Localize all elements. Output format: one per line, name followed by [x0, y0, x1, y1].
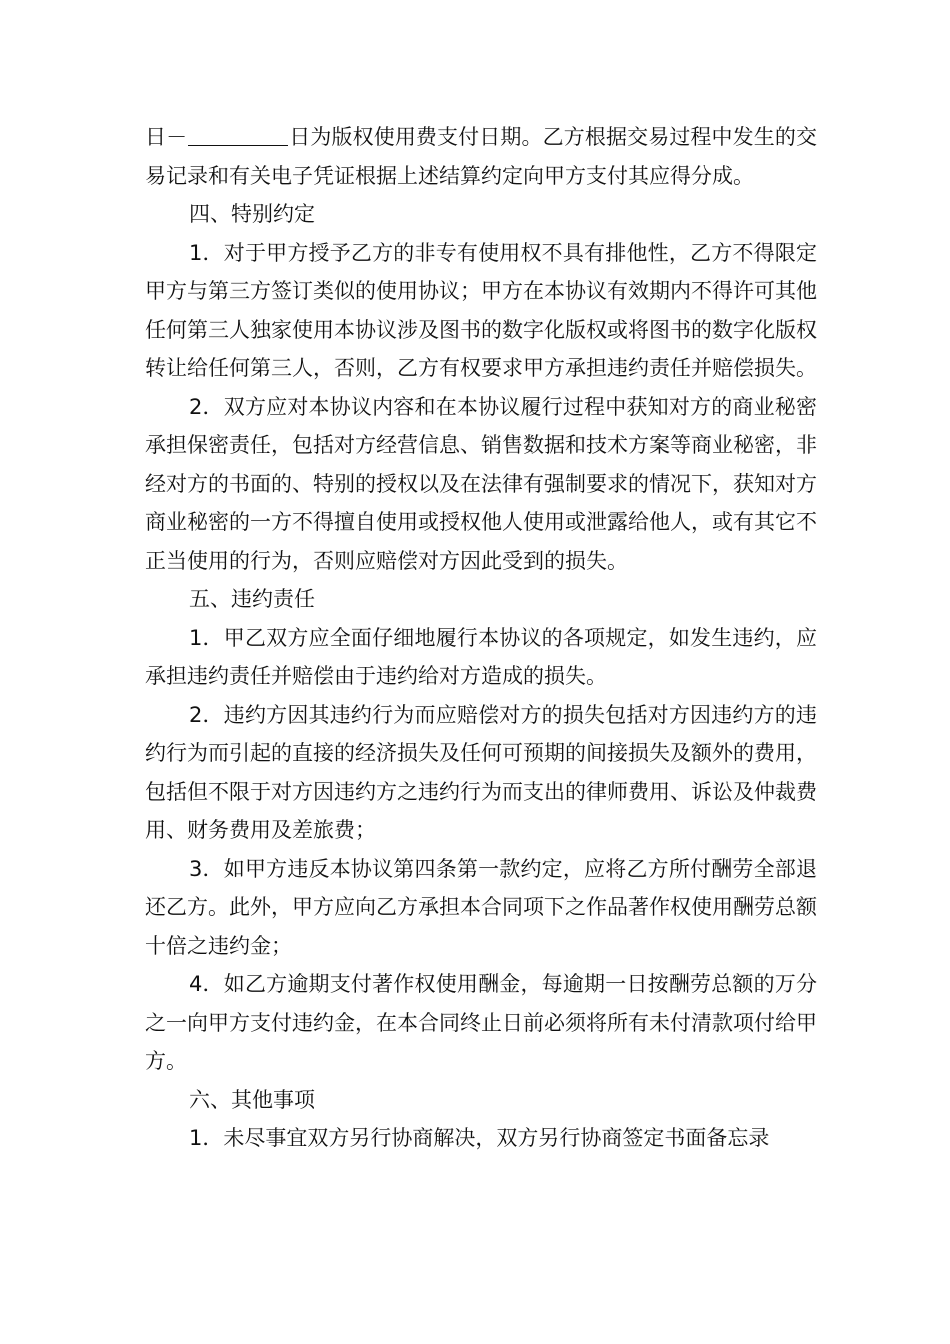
clause-6-1: 1．未尽事宜双方另行协商解决，双方另行协商签定书面备忘录 [189, 1126, 770, 1150]
document-body [145, 118, 817, 1158]
clause-5-2: 2．违约方因其违约行为而应赔偿对方的损失包括对方因违约方的违约行为而引起的直接的经济损失及任何可预期的间接损失及额外的费用，包括但不限于对方因违约方之违约行为而支出的律师费用、诉讼及仲裁费用、财务费用及差旅费； [145, 702, 817, 842]
section-heading-breach-liability: 五、违约责任 [189, 587, 315, 611]
clause-5-4: 4．如乙方逾期支付著作权使用酬金，每逾期一日按酬劳总额的万分之一向甲方支付违约金，在本合同终止日前必须将所有未付清款项付给甲方。 [145, 972, 817, 1073]
paragraph-fragment: 日－ [145, 125, 188, 149]
section-heading-other-matters: 六、其他事项 [189, 1087, 315, 1112]
paragraph-payment-date [145, 118, 817, 195]
date-blank-line [188, 123, 288, 146]
section-heading-special-terms: 四、特别约定 [189, 202, 315, 226]
paragraph-fragment: 日为版权使用费支付日期。乙方根据交易过程中发生的交易记录和有关电子凭证根据上述结算约定向甲方支付其应得分成。 [145, 125, 818, 188]
clause-4-2: 2．双方应对本协议内容和在本协议履行过程中获知对方的商业秘密承担保密责任，包括对方经营信息、销售数据和技术方案等商业秘密，非经对方的书面的、特别的授权以及在法律有强制要求的情况下，获知对方商业秘密的一方不得擅自使用或授权他人使用或泄露给他人，或有其它不正当使用的行为，否则应赔偿对方因此受到的损失。 [145, 394, 817, 573]
clause-5-3: 3．如甲方违反本协议第四条第一款约定，应将乙方所付酬劳全部退还乙方。此外，甲方应向乙方承担本合同项下之作品著作权使用酬劳总额十倍之违约金； [145, 856, 817, 958]
clause-4-1: 1．对于甲方授予乙方的非专有使用权不具有排他性，乙方不得限定甲方与第三方签订类似的使用协议；甲方在本协议有效期内不得许可其他任何第三人独家使用本协议涉及图书的数字化版权或将图书的数字化版权转让给任何第三人，否则，乙方有权要求甲方承担违约责任并赔偿损失。 [145, 240, 817, 380]
clause-5-1: 1．甲乙双方应全面仔细地履行本协议的各项规定，如发生违约，应承担违约责任并赔偿由于违约给对方造成的损失。 [145, 625, 817, 688]
